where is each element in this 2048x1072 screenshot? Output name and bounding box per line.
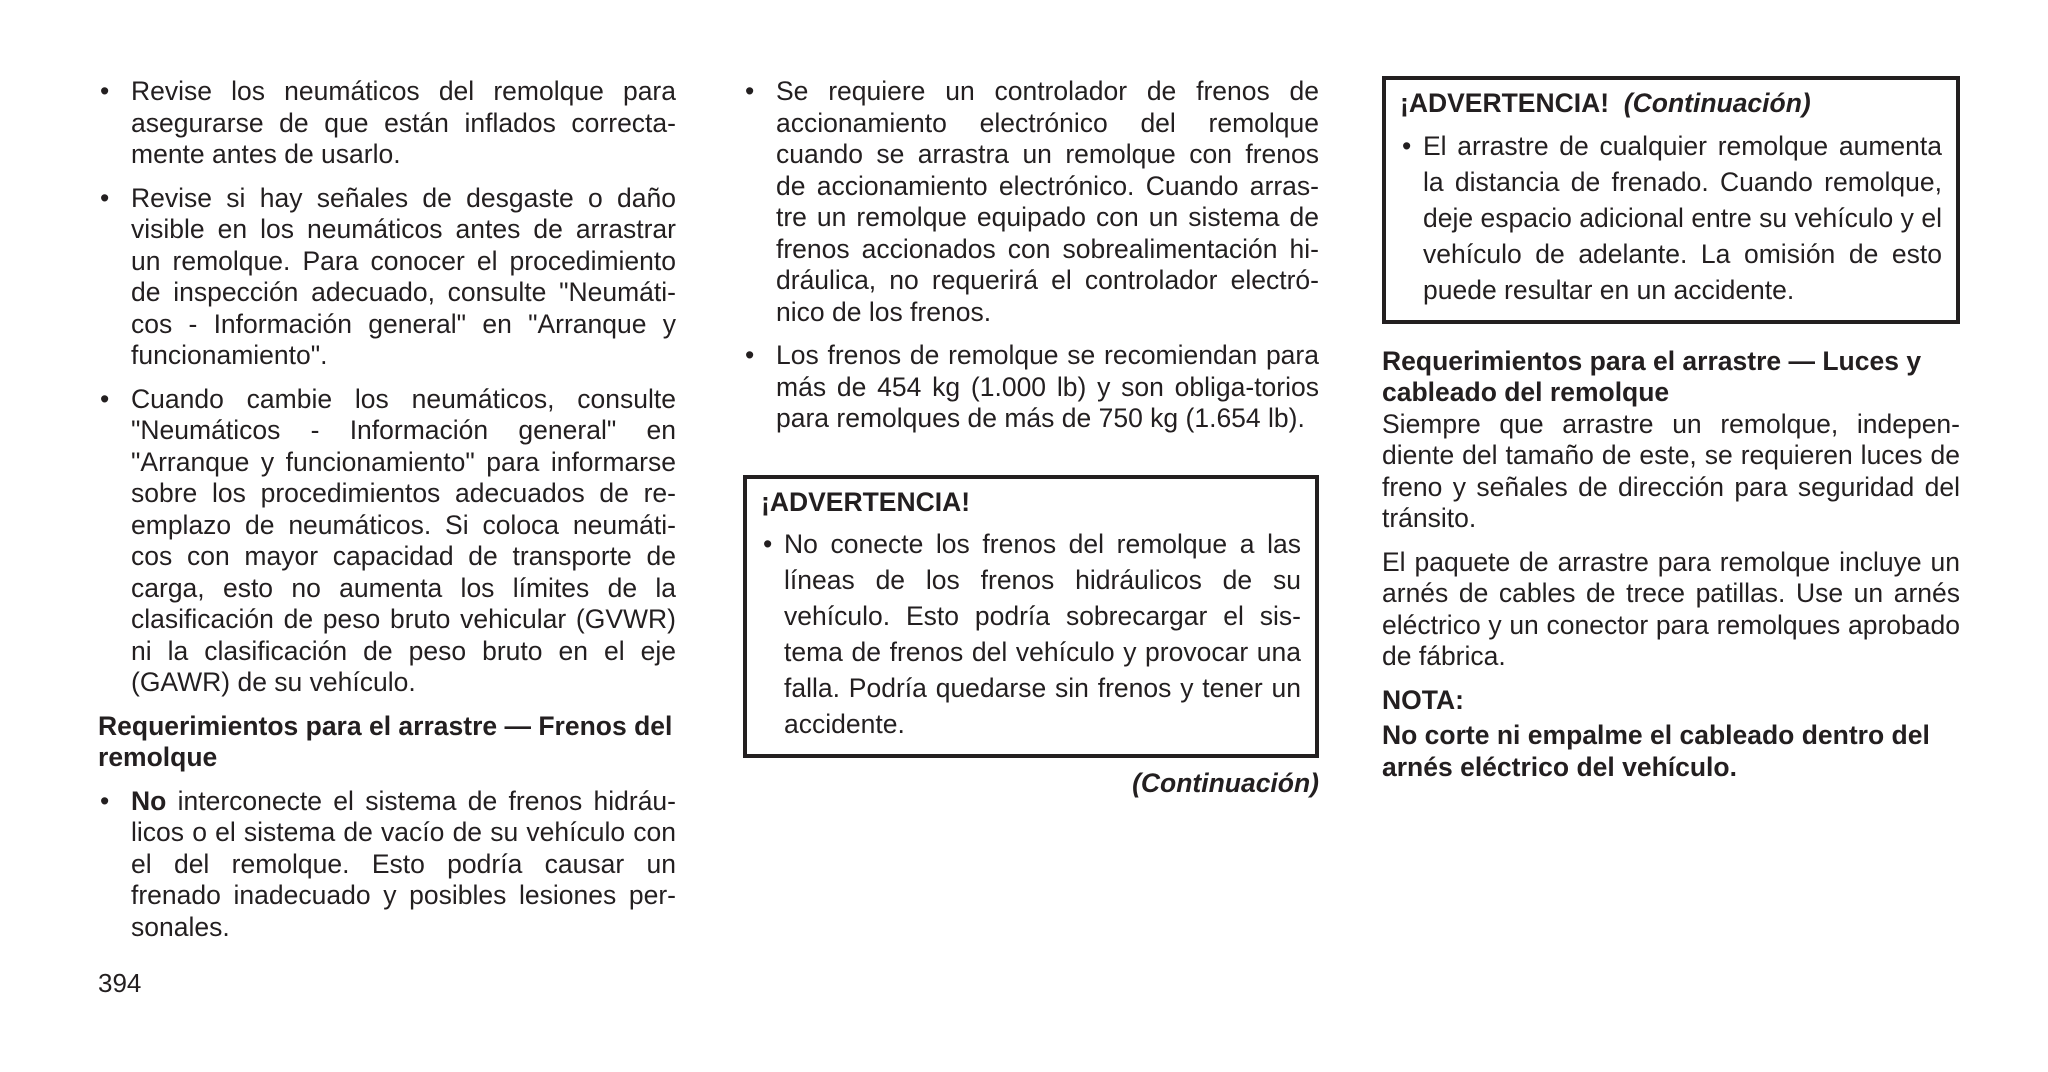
- bullet-icon: •: [100, 383, 110, 414]
- warning-title-continuation: (Continuación): [1623, 88, 1811, 118]
- bullet-icon: •: [100, 785, 110, 816]
- bullet-text: Cuando cambie los neumáticos, consulte "Neumáticos - Información general" en "Arranque y funcionamiento" para informarse sobre los procedimientos adecuados de re-emplazo de neumáticos. Si coloca neumáti-cos con mayor capacidad de transporte de carga, esto no aumenta los límites de la clasificación de peso bruto vehicular (GVWR) ni la clasificación de peso bruto en el eje (GAWR) de su vehículo.: [131, 383, 676, 697]
- bullet-text: Los frenos de remolque se recomiendan para más de 454 kg (1.000 lb) y son obliga-torios para remolques de más de 750 kg (1.654 lb).: [776, 340, 1319, 433]
- bullet-icon: •: [100, 76, 110, 106]
- paragraph: Siempre que arrastre un remolque, indepen-diente del tamaño de este, se requieren luces de freno y señales de dirección para seguridad del tránsito.: [1382, 408, 1960, 533]
- warning-box: [743, 475, 1319, 759]
- bullet-icon: •: [763, 529, 773, 559]
- section-heading-lights: Requerimientos para el arrastre — Luces y cableado del remolque: [1382, 345, 1922, 407]
- bullet-icon: •: [100, 182, 110, 213]
- bullet-text: Se requiere un controlador de frenos de accionamiento electrónico del remolque cuando se arrastra un remolque con frenos de accionamiento electrónico. Cuando arras-tre un remolque equipado con un sistema de frenos accionados con sobrealimentación hi-dráulica, no requerirá el controlador electró-nico de los frenos.: [776, 76, 1319, 327]
- warning-title: ¡ADVERTENCIA!: [761, 486, 971, 517]
- warning-title: [1400, 88, 1942, 120]
- bullet-item: [98, 384, 676, 699]
- bullet-item: [743, 340, 1319, 435]
- warning-text: No conecte los frenos del remolque a las líneas de los frenos hidráulicos de su vehículo. Esto podría sobrecargar el sis-tema de frenos del vehículo y provocar una falla. Podría quedarse sin frenos y tener un accidente.: [784, 529, 1301, 739]
- bullet-item: [743, 76, 1319, 328]
- left-column: [98, 76, 676, 955]
- bullet-item: [98, 76, 676, 171]
- warning-text: El arrastre de cualquier remolque aumenta la distancia de frenado. Cuando remolque, deje espacio adicional entre su vehículo y el vehículo de adelante. La omisión de esto puede resultar en un accidente.: [1423, 130, 1942, 305]
- note-text: No corte ni empalme el cableado dentro del arnés eléctrico del vehículo.: [1382, 720, 1930, 782]
- warning-bullet: [761, 526, 1301, 742]
- bullet-text: Revise si hay señales de desgaste o daño visible en los neumáticos antes de arrastrar un remolque. Para conocer el procedimiento de inspección adecuado, consulte "Neumáti-cos - Información general" en "Arranque y funcionamiento".: [131, 182, 676, 370]
- bullet-bold-text: No: [131, 785, 167, 816]
- continuation-note: (Continuación): [1132, 768, 1319, 798]
- bullet-icon: •: [1402, 130, 1412, 161]
- warning-title-text: ¡ADVERTENCIA!: [1400, 88, 1610, 118]
- note-label: NOTA:: [1382, 684, 1464, 715]
- bullet-text: Revise los neumáticos del remolque para asegurarse de que están inflados correcta-mente antes de usarlo.: [131, 76, 676, 169]
- warning-bullet: [1400, 128, 1942, 308]
- bullet-icon: •: [745, 340, 755, 370]
- page-number: 394: [98, 968, 142, 998]
- warning-box-continued: [1382, 76, 1960, 324]
- bullet-text: interconecte el sistema de frenos hidráu-licos o el sistema de vacío de su vehículo con el del remolque. Esto podría causar un frenado inadecuado y posibles lesiones per-sonales.: [131, 785, 676, 942]
- section-heading-brakes: Requerimientos para el arrastre — Frenos del remolque: [98, 710, 673, 772]
- paragraph: El paquete de arrastre para remolque incluye un arnés de cables de trece patillas. Use un arnés eléctrico y un conector para remolques aprobado de fábrica.: [1382, 546, 1960, 671]
- bullet-item: [98, 786, 676, 944]
- right-column: [1382, 76, 1960, 783]
- bullet-item: [98, 183, 676, 372]
- middle-column: [743, 76, 1319, 800]
- bullet-icon: •: [745, 76, 755, 106]
